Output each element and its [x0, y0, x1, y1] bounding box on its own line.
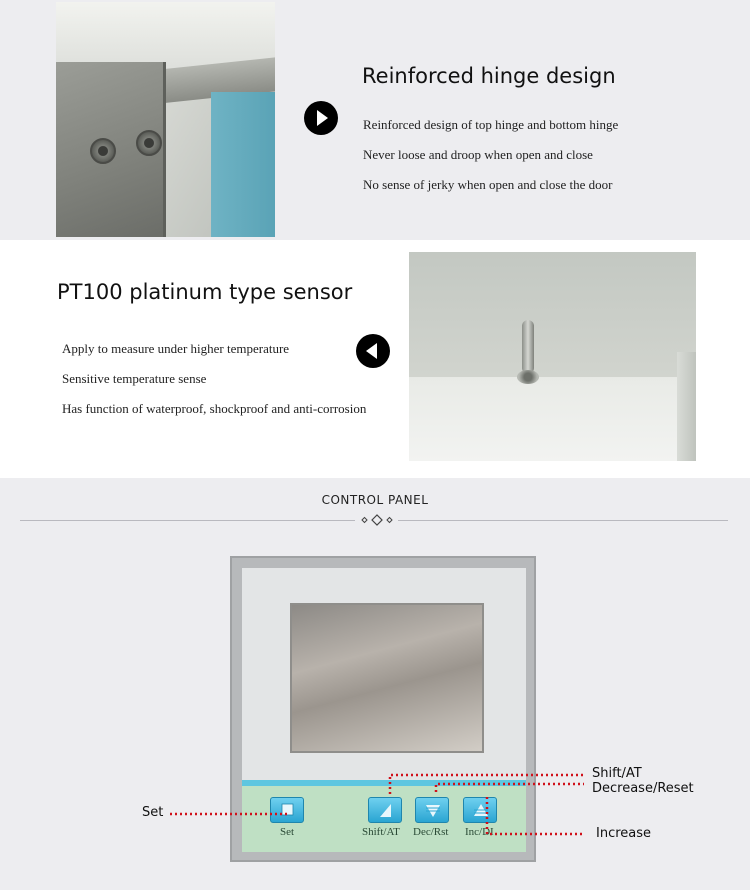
- increase-key-label: Inc/DI: [465, 826, 494, 838]
- square-key-icon: [271, 798, 305, 824]
- diamond-ornament-icon: [358, 514, 398, 526]
- increase-key[interactable]: [463, 797, 497, 823]
- control-panel-section: [0, 478, 750, 890]
- decrease-key[interactable]: [415, 797, 449, 823]
- set-key[interactable]: [270, 797, 304, 823]
- sensor-bullet: Sensitive temperature sense: [62, 371, 207, 386]
- sensor-photo: [409, 252, 696, 461]
- sensor-bullet: Has function of waterproof, shockproof and anti-corrosion: [62, 401, 367, 416]
- shift-key[interactable]: [368, 797, 402, 823]
- control-panel-heading: CONTROL PANEL: [321, 493, 429, 507]
- hinge-section: [0, 0, 750, 240]
- hinge-bullet: No sense of jerky when open and close the door: [363, 177, 613, 192]
- callout-increase: Increase: [596, 826, 652, 841]
- heading-divider: [20, 520, 355, 521]
- increase-key-icon: [464, 798, 498, 824]
- arrow-right-icon: [304, 101, 338, 135]
- set-key-label: Set: [280, 826, 295, 838]
- decrease-key-label: Dec/Rst: [413, 826, 449, 838]
- callout-decrease: Decrease/Reset: [592, 781, 694, 796]
- callout-set: Set: [142, 805, 164, 820]
- hinge-bullet: Reinforced design of top hinge and bottom hinge: [363, 117, 619, 132]
- shift-key-label: Shift/AT: [362, 826, 400, 838]
- controller-display: [290, 603, 484, 753]
- shift-key-icon: [369, 798, 403, 824]
- sensor-title: PT100 platinum type sensor: [57, 280, 353, 304]
- hinge-title: Reinforced hinge design: [362, 64, 616, 88]
- decrease-key-icon: [416, 798, 450, 824]
- controller-face: [242, 568, 526, 780]
- controller-keypad: [242, 786, 526, 852]
- hinge-photo: [56, 2, 275, 237]
- hinge-bullet: Never loose and droop when open and close: [363, 147, 593, 162]
- arrow-left-icon: [356, 334, 390, 368]
- controller-device: [230, 556, 536, 862]
- sensor-section: [0, 240, 750, 478]
- sensor-bullet: Apply to measure under higher temperature: [62, 341, 290, 356]
- callout-shift: Shift/AT: [592, 766, 642, 781]
- heading-divider: [398, 520, 728, 521]
